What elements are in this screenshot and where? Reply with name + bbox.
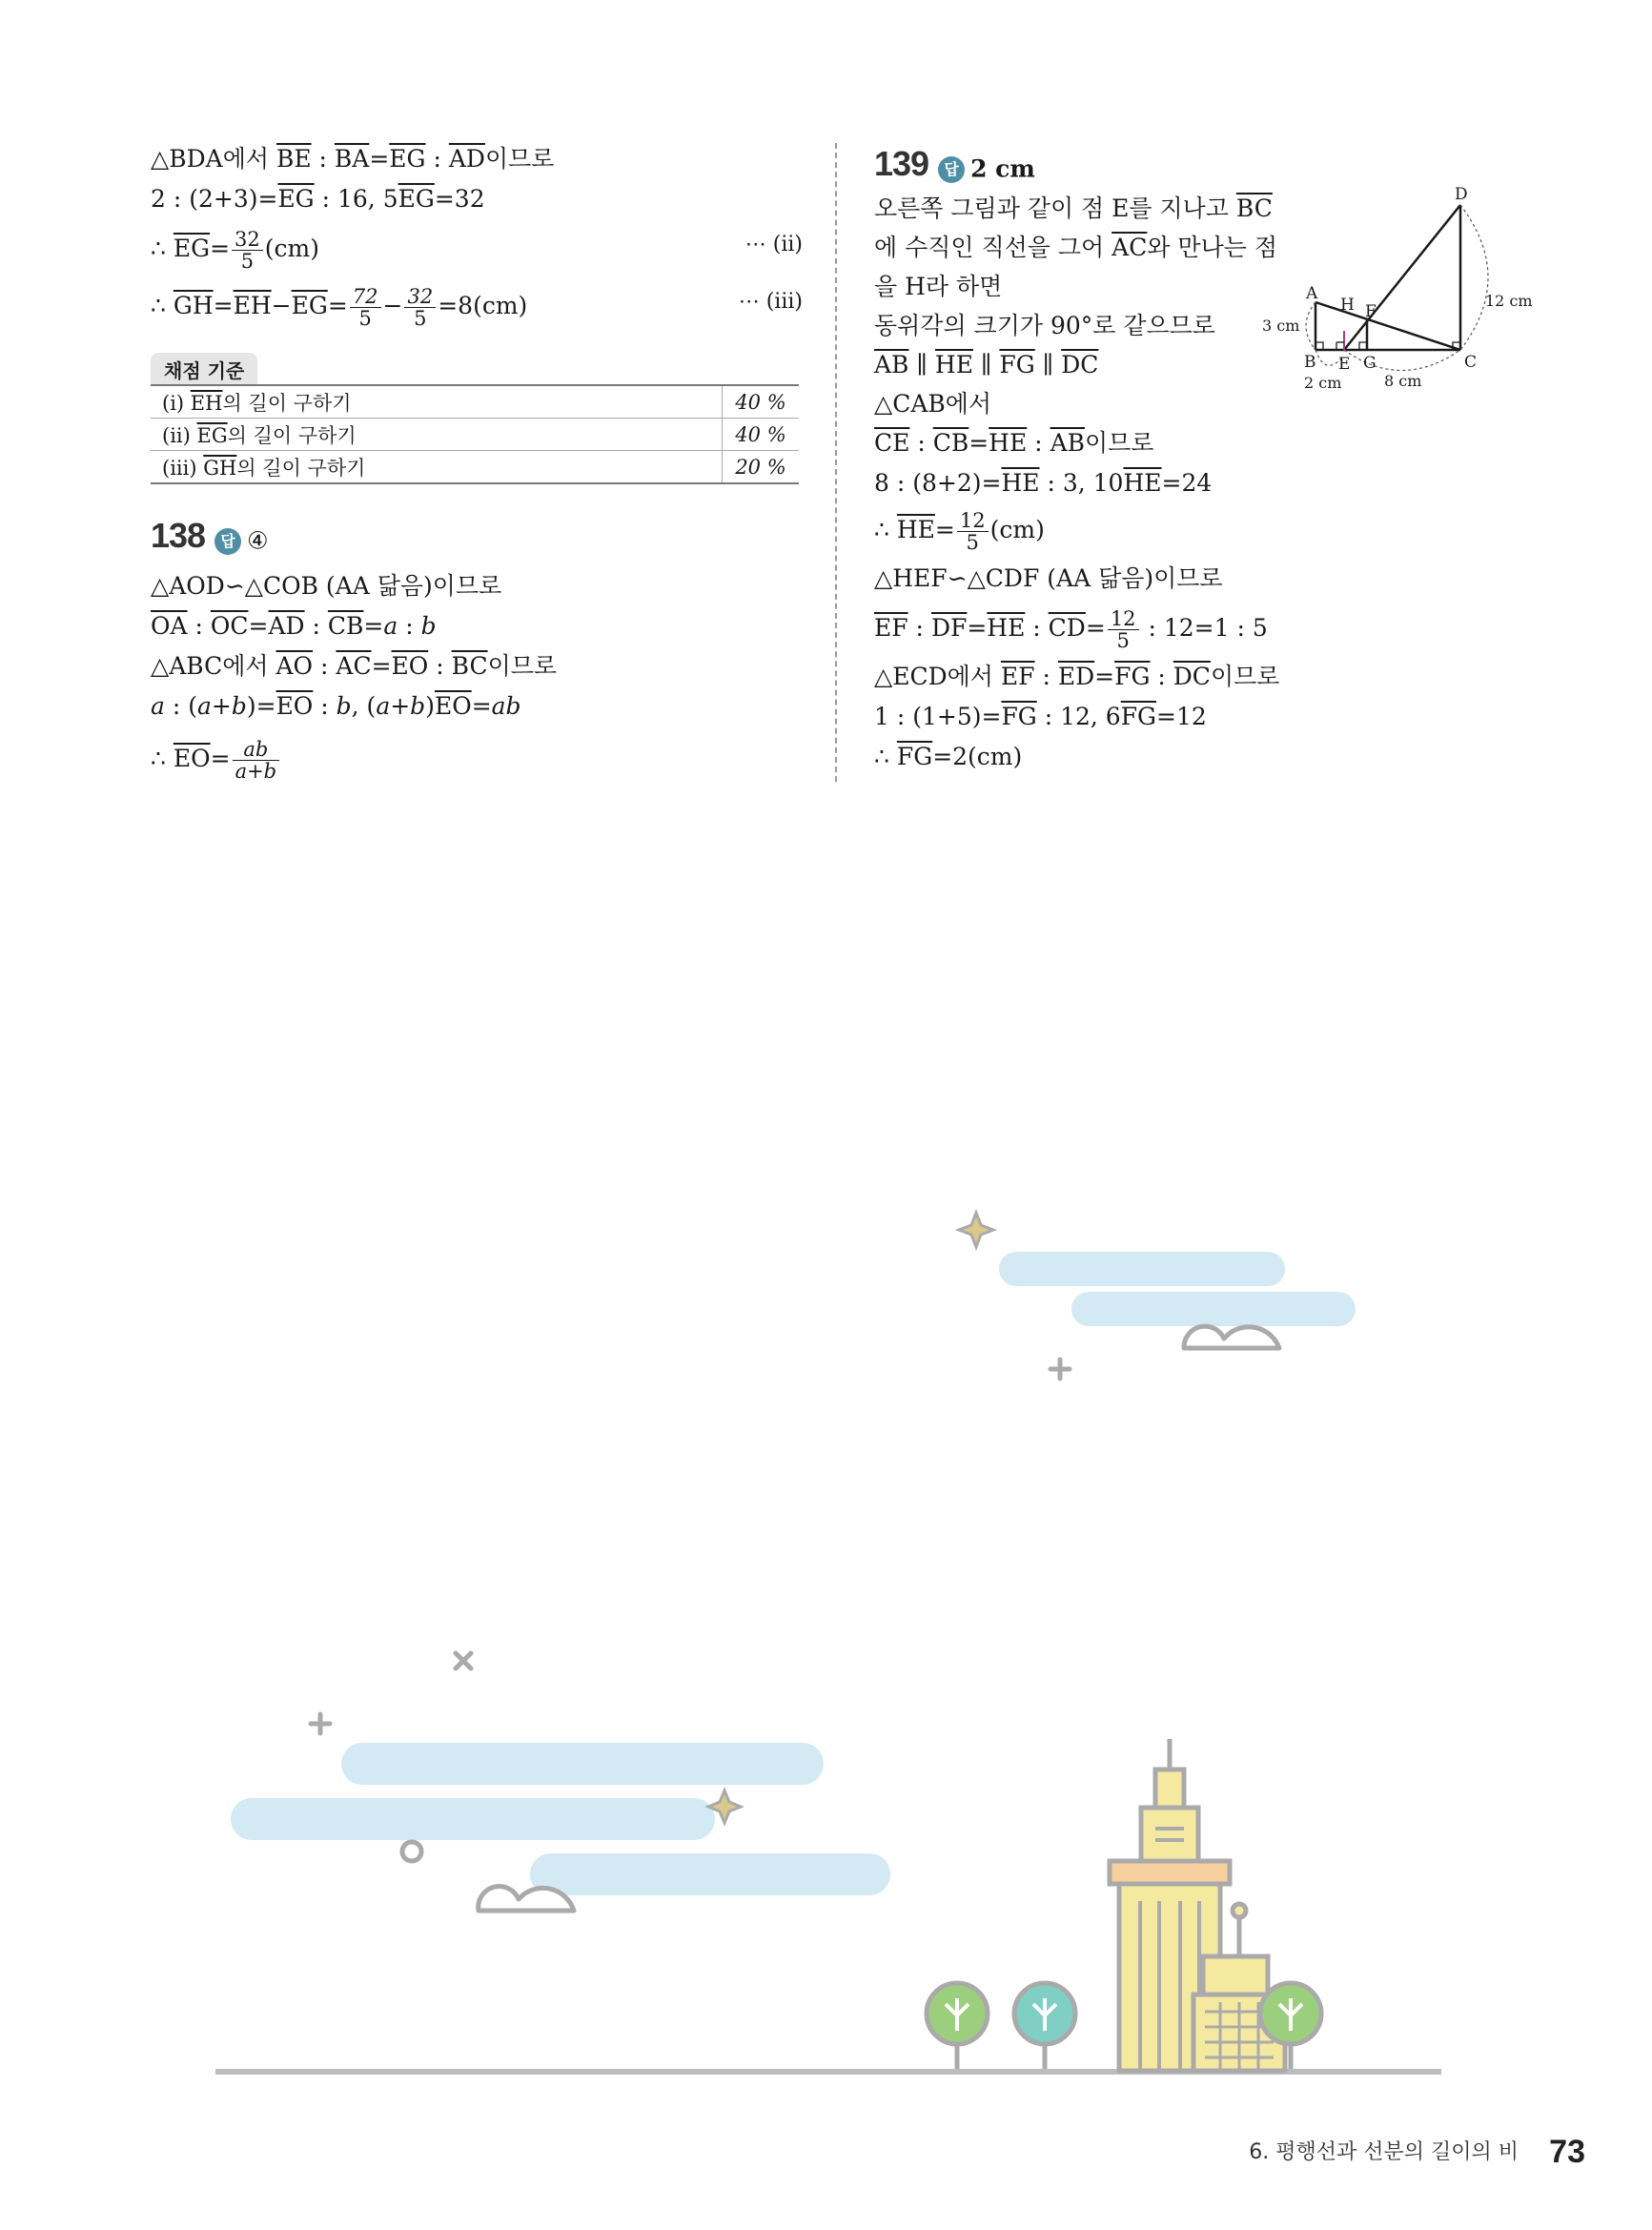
- cloud-icon: [1184, 1326, 1279, 1348]
- cloud-band-lower: [231, 1743, 890, 1895]
- table-row: (ii) $\overline{EG}$의 길이 구하기 40 %: [151, 419, 799, 451]
- length-label-ab: 3 cm: [1262, 317, 1300, 335]
- dimension-arc-ec: [1344, 350, 1460, 371]
- point-label-d: D: [1455, 186, 1468, 204]
- plus-icon: [1050, 1360, 1070, 1379]
- grading-criteria-title: 채점 기준: [151, 353, 257, 386]
- plus-icon: [311, 1714, 330, 1733]
- solution-line: △CAB에서: [874, 390, 992, 418]
- answer-value: ④: [247, 526, 269, 555]
- length-label-ec: 8 cm: [1384, 372, 1422, 390]
- solution-line: 을 H라 하면: [874, 273, 1003, 300]
- solution-line: △AOD∽△COB (AA 닮음)이므로: [151, 572, 502, 600]
- solution-line: ∴ $\overline{EO}=$ $\frac{ab}{a+b}$: [151, 739, 281, 782]
- fraction: $\frac{32}{5}$: [404, 286, 436, 329]
- problem-header-139: [874, 144, 1035, 186]
- page-number: 73: [1549, 2134, 1585, 2170]
- table-row: (i) $\overline{EH}$의 길이 구하기 40 %: [151, 385, 799, 419]
- solution-line: △HEF∽△CDF (AA 닮음)이므로: [874, 564, 1223, 592]
- point-label-h: H: [1340, 296, 1355, 315]
- cloud-icon: [479, 1887, 574, 1911]
- problem-number: 139: [874, 144, 929, 183]
- sparkle-icon: [959, 1213, 993, 1247]
- solution-line: 동위각의 크기가 90°로 같으므로: [874, 312, 1215, 339]
- step-marker: ⋯ (iii): [738, 290, 803, 314]
- cloud-band-upper: [999, 1252, 1356, 1326]
- fraction: $\frac{12}{5}$: [957, 510, 989, 553]
- point-label-b: B: [1304, 353, 1316, 372]
- solution-line: 2 : $(2+3)=\overline{EG}$ : 16, $5\overline{EG}=32$: [151, 185, 485, 213]
- step-marker: ⋯ (ii): [744, 233, 803, 256]
- point-label-e: E: [1338, 355, 1351, 374]
- solution-line: 8 : $(8+2)=\overline{HE}$ : 3, $10\overline{HE}=24$: [874, 469, 1213, 497]
- point-label-g: G: [1363, 354, 1377, 373]
- geometry-figure: [1258, 186, 1554, 443]
- problem-header-138: [151, 516, 269, 558]
- solution-line: $\overline{CE}$ : $\overline{CB}=\overline{HE}$ : $\overline{AB}$이므로: [874, 429, 1154, 457]
- solution-line: △BDA에서 $\overline{BE}$ : $\overline{BA}=\overline{EG}$ : $\overline{AD}$이므로: [151, 145, 555, 173]
- point-label-c: C: [1464, 353, 1478, 372]
- point-label-a: A: [1306, 284, 1318, 303]
- column-divider: [835, 143, 837, 782]
- solution-line: △ECD에서 $\overline{EF}$ : $\overline{ED}=\overline{FG}$ : $\overline{DC}$이므로: [874, 663, 1280, 690]
- fraction: $\frac{12}{5}$: [1108, 608, 1139, 651]
- fraction: $\frac{72}{5}$: [350, 286, 381, 329]
- length-label-be: 2 cm: [1304, 374, 1342, 392]
- table-row: (iii) $\overline{GH}$의 길이 구하기 20 %: [151, 451, 799, 484]
- fraction: $\frac{32}{5}$: [232, 229, 263, 272]
- tree-icon: [1014, 1983, 1075, 2069]
- solution-line: $\overline{EF}$ : $\overline{DF}=\overline{HE}$ : $\overline{CD}=$ $\frac{12}{5}$ : 12=1 : 5: [874, 607, 1268, 652]
- dimension-arc-dc: [1460, 205, 1488, 350]
- solution-line: a : $(a+b)=\overline{EO}$ : b, $(a+b)\overline{EO}=ab$: [151, 692, 521, 720]
- solution-line: $\overline{OA}$ : $\overline{OC}=\overline{AD}$ : $\overline{CB}=a$ : b: [151, 612, 437, 640]
- solution-line: ∴ $\overline{GH}=\overline{EH}-\overline{EG}=$ $\frac{72}{5}$ − $\frac{32}{5}$ =8(cm) ⋯ (iii): [151, 285, 803, 330]
- cross-icon: [456, 1653, 471, 1668]
- point-label-f: F: [1365, 302, 1377, 321]
- solution-line: △ABC에서 $\overline{AO}$ : $\overline{AC}=\overline{EO}$ : $\overline{BC}$이므로: [151, 652, 558, 680]
- answer-value: 2 cm: [970, 154, 1035, 183]
- solution-line: $\overline{AB}$ ∥ $\overline{HE}$ ∥ $\overline{FG}$ ∥ $\overline{DC}$: [874, 351, 1099, 378]
- solution-line: 에 수직인 직선을 그어 $\overline{AC}$와 만나는 점: [874, 234, 1277, 261]
- solution-line: ∴ $\overline{HE}=$ $\frac{12}{5}$ (cm): [874, 509, 1045, 554]
- segment-ed: [1344, 205, 1460, 350]
- fraction: $\frac{ab}{a+b}$: [233, 739, 280, 782]
- grading-table: [151, 384, 799, 484]
- length-label-dc: 12 cm: [1485, 292, 1533, 310]
- solution-line: ∴ $\overline{FG}=2(cm)$: [874, 743, 1023, 770]
- circle-icon: [402, 1842, 421, 1861]
- city-illustration: [0, 1173, 1652, 2097]
- solution-line: ∴ $\overline{EG}=$ $\frac{32}{5}$ (cm) ⋯ (ii): [151, 228, 803, 273]
- solution-line: 1 : $(1+5)=\overline{FG}$ : 12, $6\overline{FG}=12$: [874, 703, 1207, 730]
- solution-line: 오른쪽 그림과 같이 점 E를 지나고 $\overline{BC}$: [874, 194, 1273, 222]
- dimension-arc-ab: [1306, 302, 1315, 350]
- problem-number: 138: [151, 516, 206, 555]
- tree-icon: [927, 1983, 988, 2069]
- chapter-title: 6. 평행선과 선분의 길이의 비: [1249, 2140, 1519, 2164]
- answer-badge: 답: [938, 156, 965, 183]
- answer-badge: 답: [214, 528, 241, 555]
